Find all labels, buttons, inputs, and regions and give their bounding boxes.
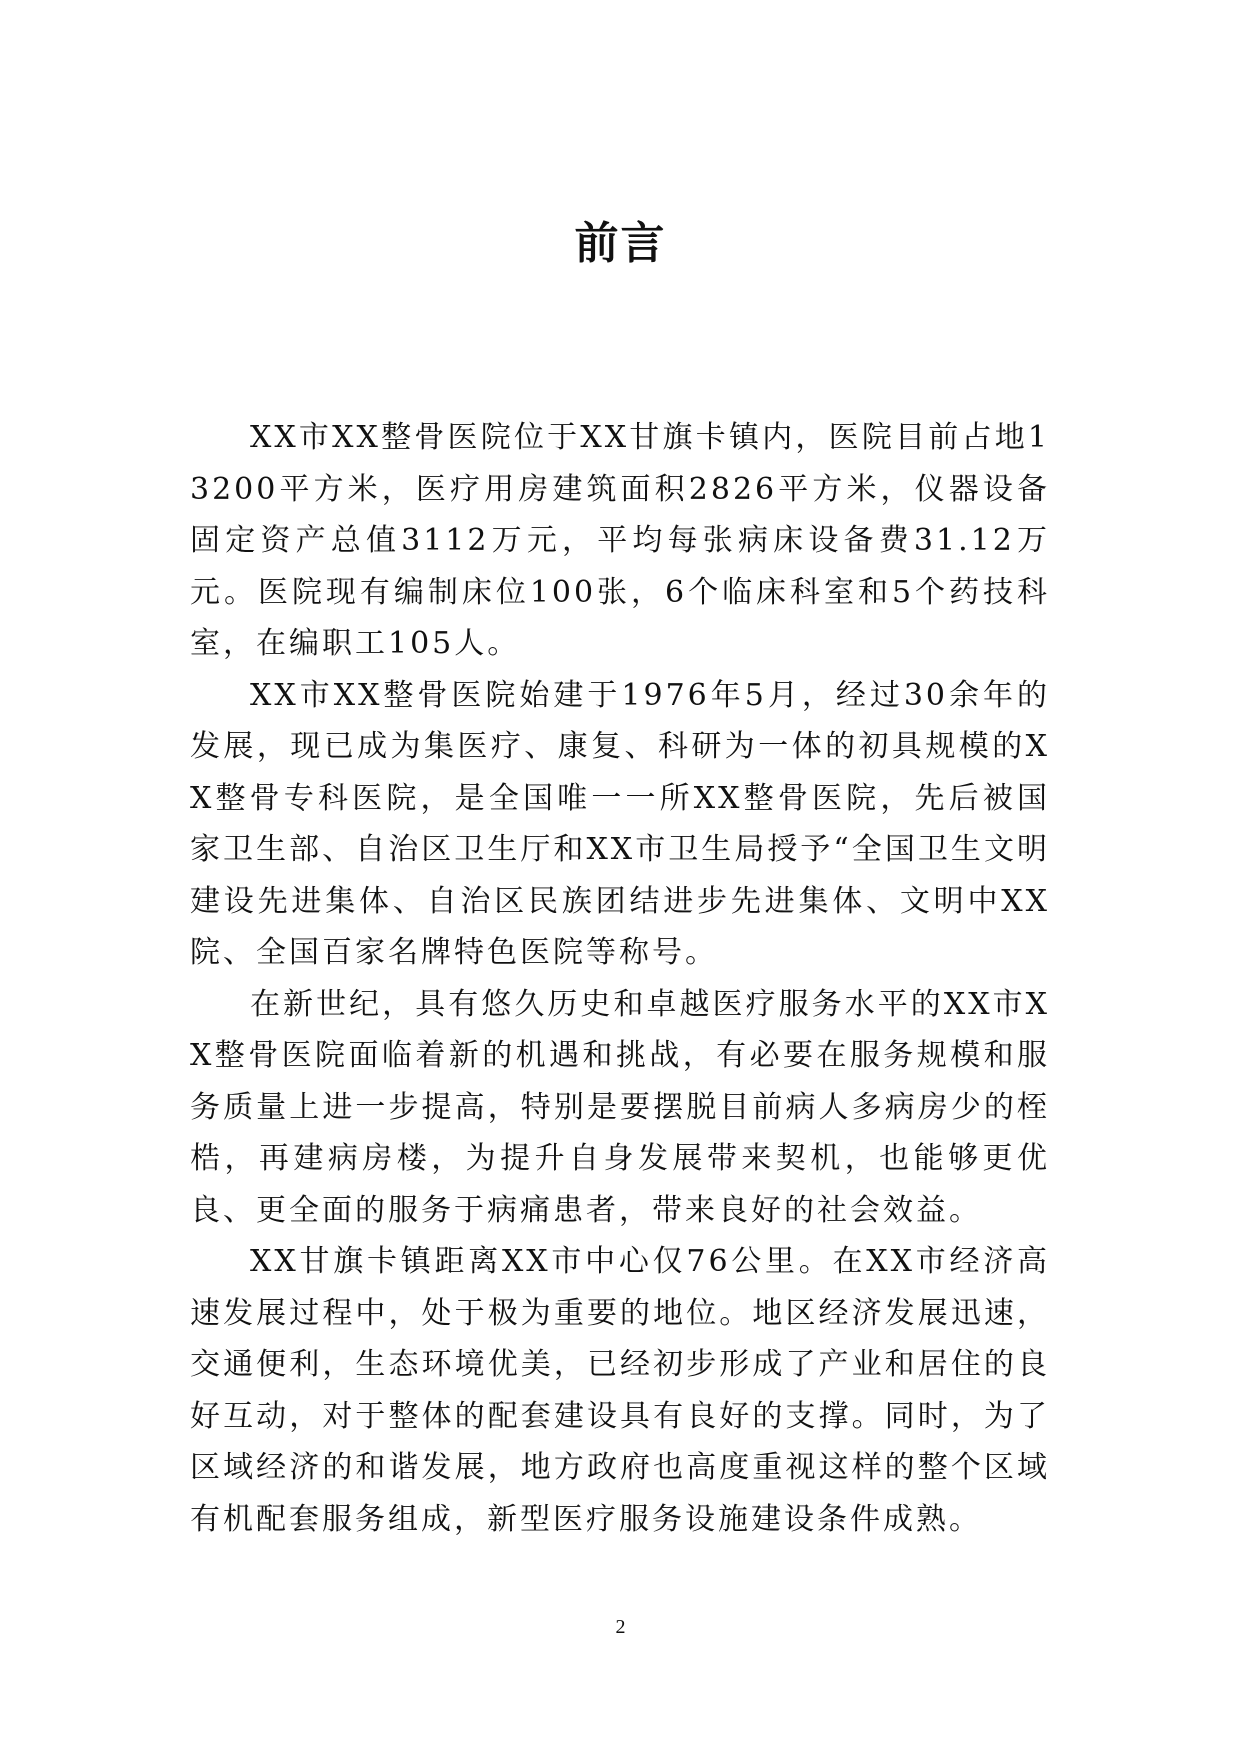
paragraph-1: XX市XX整骨医院位于XX甘旗卡镇内，医院目前占地13200平方米，医疗用房建筑面积2826平方米，仪器设备固定资产总值3112万元，平均每张病床设备费31.12万元。医院现有编制床位100张，6个临床科室和5个药技科室，在编职工105人。 (190, 420, 1050, 661)
paragraph-2: XX市XX整骨医院始建于1976年5月，经过30余年的发展，现已成为集医疗、康复、科研为一体的初具规模的XX整骨专科医院，是全国唯一一所XX整骨医院，先后被国家卫生部、自治区卫生厅和XX市卫生局授予“全国卫生文明建设先进集体、自治区民族团结进步先进集体、文明中XX院、全国百家名牌特色医院等称号。 (190, 677, 1050, 970)
paragraph-3: 在新世纪，具有悠久历史和卓越医疗服务水平的XX市XX整骨医院面临着新的机遇和挑战，有必要在服务规模和服务质量上进一步提高，特别是要摆脱目前病人多病房少的桎梏，再建病房楼，为提升自身发展带来契机，也能够更优良、更全面的服务于病痛患者，带来良好的社会效益。 (190, 986, 1050, 1228)
page-number: 2 (615, 1616, 626, 1638)
paragraph-4: XX甘旗卡镇距离XX市中心仅76公里。在XX市经济高速发展过程中，处于极为重要的地位。地区经济发展迅速，交通便利，生态环境优美，已经初步形成了产业和居住的良好互动，对于整体的配套建设具有良好的支撑。同时，为了区域经济的和谐发展，地方政府也高度重视这样的整个区域有机配套服务组成，新型医疗服务设施建设条件成熟。 (190, 1244, 1050, 1537)
page-title: 前言 (574, 218, 667, 270)
body-text (190, 412, 1050, 1545)
